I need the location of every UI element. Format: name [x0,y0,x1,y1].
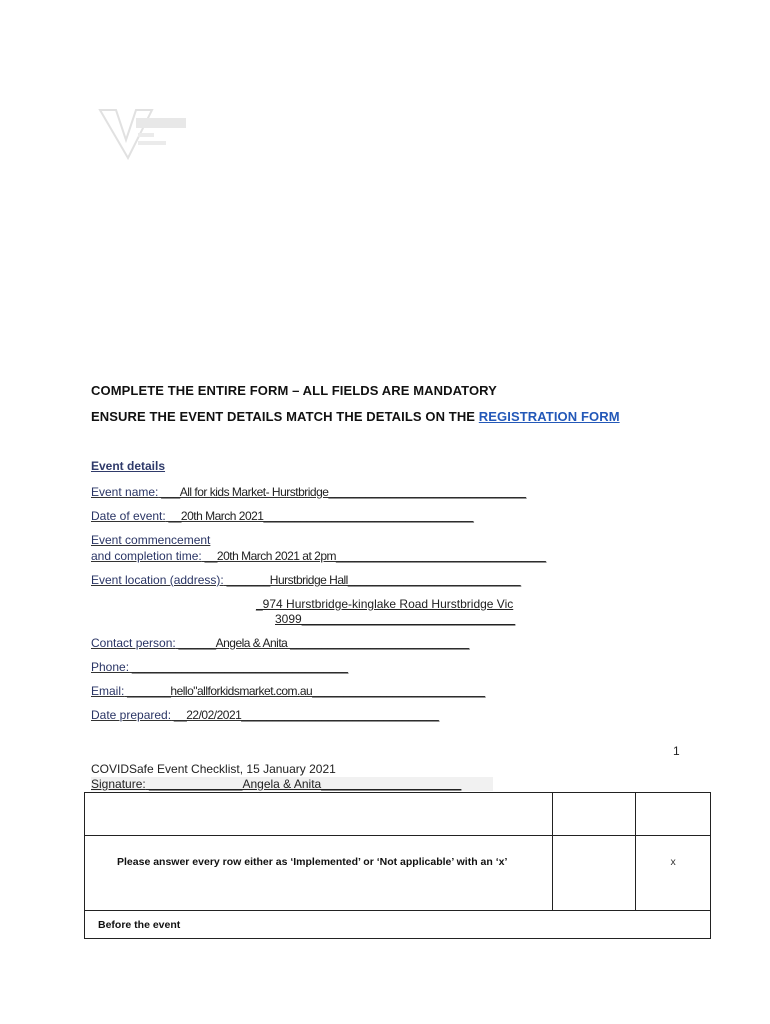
signature-value: ______________Angela & Anita_____________________ [145,777,462,791]
registration-form-link[interactable]: REGISTRATION FORM [478,409,620,424]
instruction-cell: Please answer every row either as ‘Implemented’ or ‘Not applicable’ with an ‘x’ [85,836,553,911]
checklist-table [84,792,711,939]
implemented-cell[interactable] [552,836,636,911]
event-time-label-line1 [91,533,210,547]
table-cell [636,793,711,836]
event-name-field[interactable] [91,485,526,499]
event-name-value: ___All for kids Market- Hurstbridge________________________________ [158,485,527,499]
event-date-label: Date of event: [91,509,166,523]
email-value: _______hello"allforkidsmarket.com.au____________________________ [124,684,486,698]
phone-value: ___________________________________ [129,660,348,674]
event-name-label: Event name: [91,485,159,499]
phone-field[interactable] [91,660,348,674]
email-label: Email: [91,684,125,698]
table-row [85,836,711,911]
table-cell [552,793,636,836]
event-location-label: Event location (address): [91,573,224,587]
government-logo-icon [96,106,196,162]
contact-person-label: Contact person: [91,636,176,650]
event-location-line3: 3099________________________________ [275,612,516,626]
event-date-value: __20th March 2021__________________________________ [165,509,474,523]
event-date-field[interactable] [91,509,473,523]
signature-label: Signature: [91,777,146,791]
registration-instruction-heading [91,409,620,424]
signature-field[interactable] [91,777,493,791]
date-prepared-label: Date prepared: [91,708,172,722]
event-location-line2: _974 Hurstbridge-kinglake Road Hurstbridge Vic [256,597,514,611]
table-header-row [85,793,711,836]
form-instruction-heading: COMPLETE THE ENTIRE FORM – ALL FIELDS ARE MANDATORY [91,383,497,398]
contact-person-field[interactable] [91,636,469,650]
date-prepared-value: __22/02/2021________________________________ [171,708,439,722]
document-footer: COVIDSafe Event Checklist, 15 January 2021 [91,762,336,776]
event-location-value: _______Hurstbridge Hall____________________________ [223,573,521,587]
event-time-label-2: and completion time: [91,549,202,563]
event-time-field[interactable] [91,549,546,563]
event-time-value: __20th March 2021 at 2pm__________________________________ [201,549,546,563]
event-details-title: Event details [91,459,166,473]
date-prepared-field[interactable] [91,708,439,722]
phone-label: Phone: [91,660,130,674]
before-the-event-section: Before the event [85,911,711,939]
contact-person-value: ______Angela & Anita _____________________________ [175,636,470,650]
event-location-field[interactable] [91,573,521,587]
instruction-prefix: ENSURE THE EVENT DETAILS MATCH THE DETAILS ON THE [91,409,479,424]
not-applicable-cell[interactable]: x [636,836,711,911]
page-number: 1 [673,744,680,758]
table-cell [85,793,553,836]
table-row [85,911,711,939]
event-time-label-1: Event commencement [91,533,211,547]
email-field[interactable] [91,684,485,698]
